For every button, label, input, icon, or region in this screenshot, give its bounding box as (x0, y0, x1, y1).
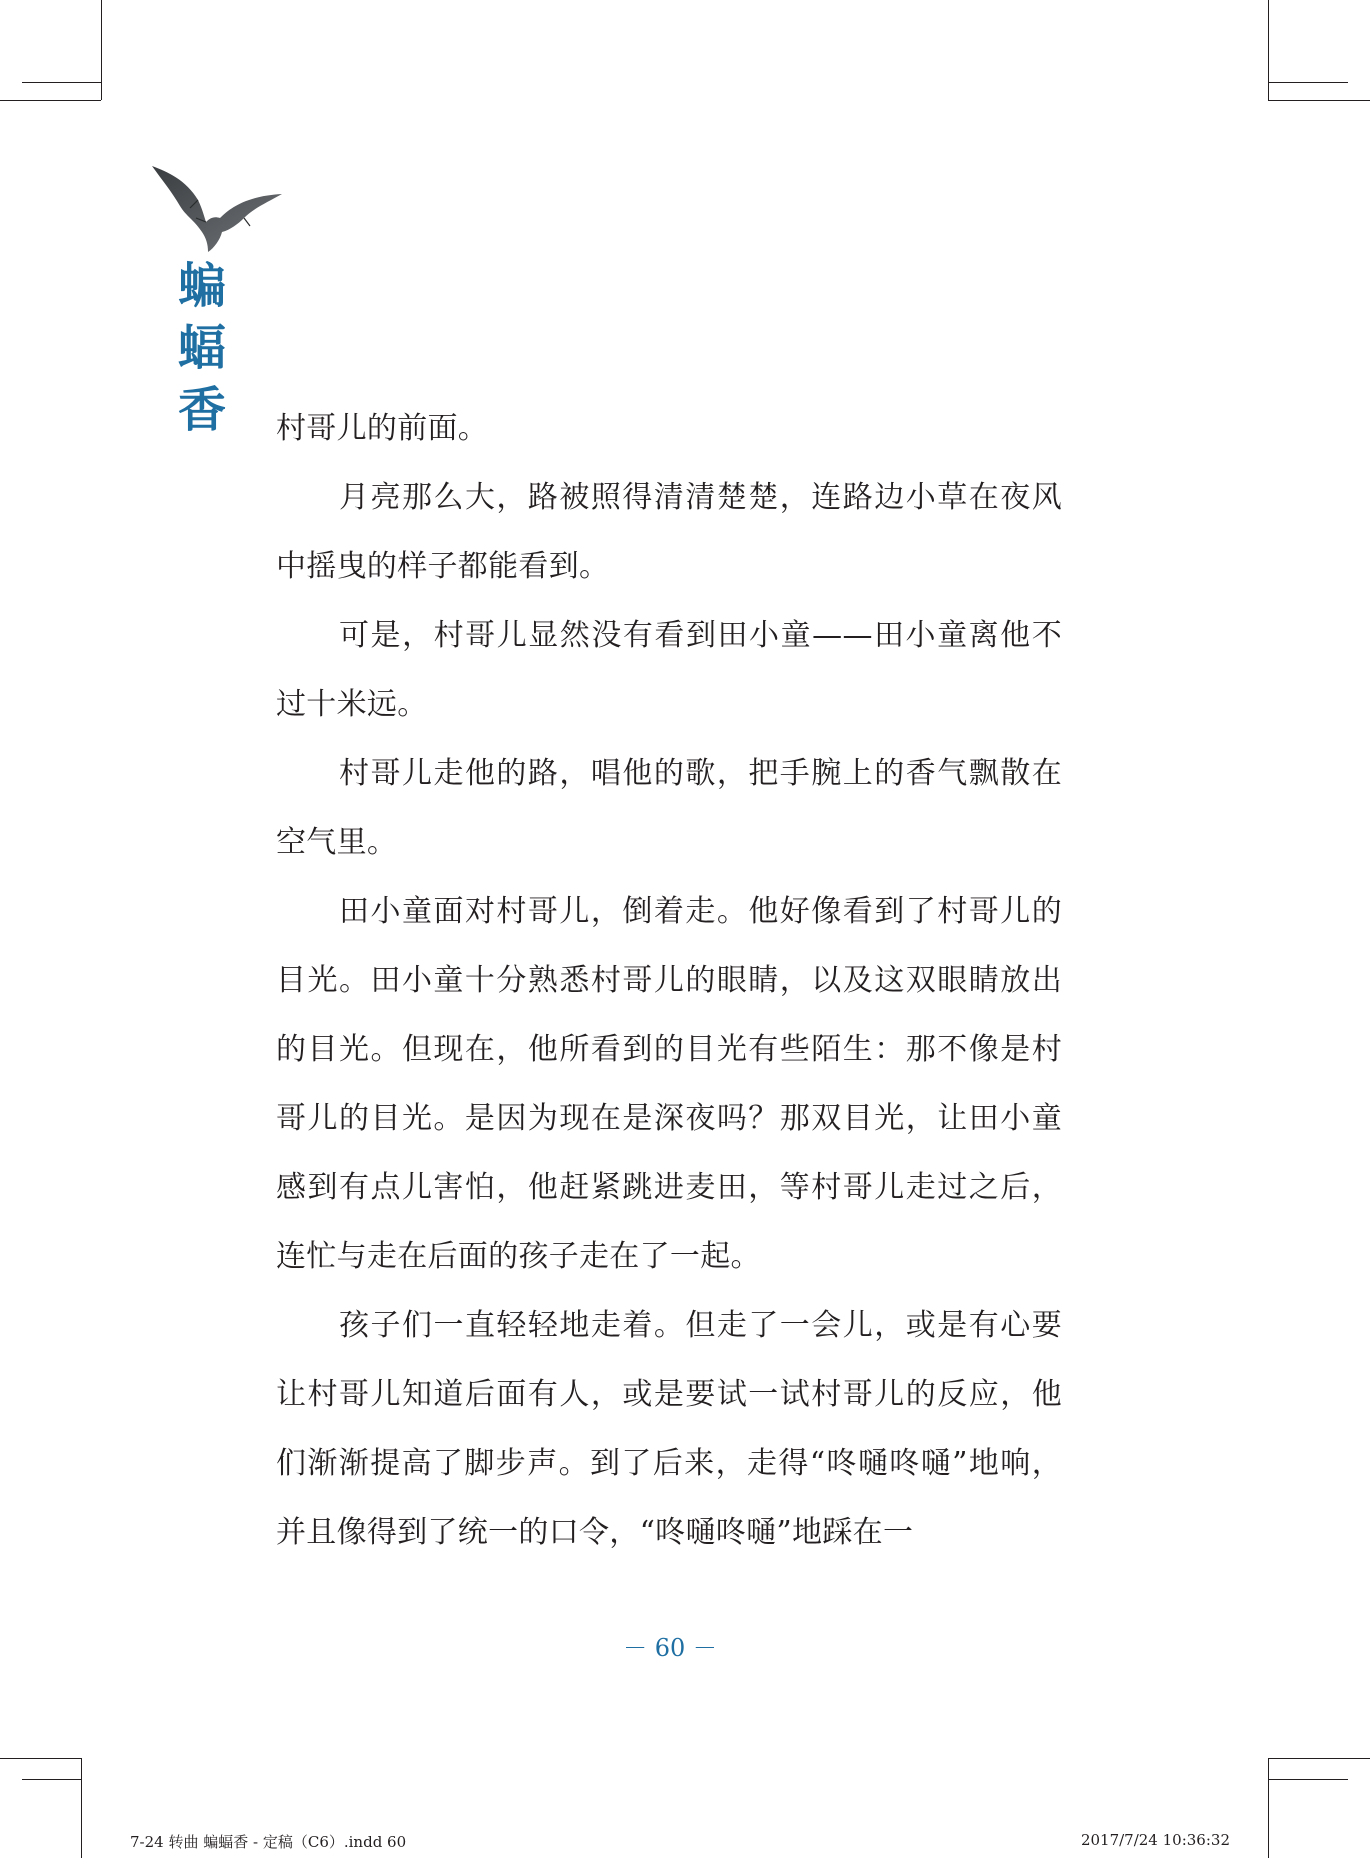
paragraph: 可是，村哥儿显然没有看到田小童——田小童离他不过十米远。 (276, 618, 1062, 722)
crop-mark (1268, 82, 1348, 83)
paragraph: 田小童面对村哥儿，倒着走。他好像看到了村哥儿的目光。田小童十分熟悉村哥儿的眼睛，以及这双眼睛放出的目光。但现在，他所看到的目光有些陌生：那不像是村哥儿的目光。是因为现在是深夜吗？那双目光，让田小童感到有点儿害怕，他赶紧跳进麦田，等村哥儿走过之后，连忙与走在后面的孩子走在了一起。 (276, 894, 1062, 1274)
footer-file-info: 7-24 转曲 蝙蝠香 - 定稿（C6）.indd 60 (130, 1833, 407, 1851)
crop-mark (101, 0, 102, 100)
page-number: － 60 － (623, 1634, 717, 1662)
crop-mark (0, 100, 101, 101)
crop-mark (1268, 1758, 1370, 1759)
side-title (172, 255, 232, 441)
paragraph: 孩子们一直轻轻地走着。但走了一会儿，或是有心要让村哥儿知道后面有人，或是要试一试村哥儿的反应，他们渐渐提高了脚步声。到了后来，走得“咚嗵咚嗵”地响，并且像得到了统一的口令，“咚嗵咚嗵”地踩在一 (276, 1308, 1062, 1550)
crop-mark (81, 1758, 82, 1858)
paragraph: 月亮那么大，路被照得清清楚楚，连路边小草在夜风中摇曳的样子都能看到。 (276, 480, 1062, 584)
crop-mark (1268, 0, 1269, 100)
side-title-char: 蝠 (177, 320, 226, 376)
paragraph: 村哥儿的前面。 (276, 411, 489, 446)
crop-mark (1268, 1779, 1348, 1780)
crop-mark (1268, 1758, 1269, 1858)
crop-mark (22, 1779, 81, 1780)
footer-timestamp: 2017/7/24 10:36:32 (1080, 1831, 1230, 1849)
crop-mark (1268, 100, 1370, 101)
paragraph: 村哥儿走他的路，唱他的歌，把手腕上的香气飘散在空气里。 (276, 756, 1062, 860)
bat-icon (150, 160, 285, 255)
side-title-char: 香 (177, 382, 226, 438)
crop-mark (22, 82, 101, 83)
side-title-char: 蝙 (177, 258, 226, 314)
crop-mark (0, 1758, 81, 1759)
body-text (276, 394, 1062, 1567)
